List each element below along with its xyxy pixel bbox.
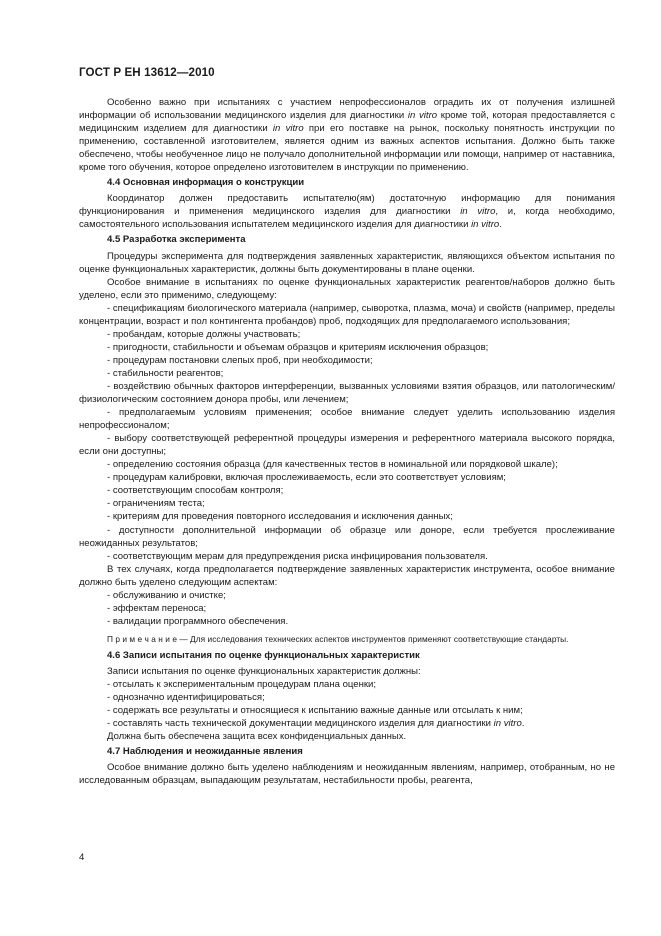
- standard-header: ГОСТ Р ЕН 13612—2010: [79, 66, 215, 79]
- paragraph: Записи испытания по оценке функциональных характеристик должны:: [107, 665, 421, 677]
- list-item: - эффектам переноса;: [107, 602, 207, 614]
- list-item: - определению состояния образца (для качественных тестов в номинальной или порядковой шкале);: [107, 459, 558, 471]
- list-item: - пробандам, которые должны участвовать;: [107, 328, 301, 340]
- list-item: - однозначно идентифицироваться;: [107, 692, 265, 704]
- paragraph: В тех случаях, когда предполагается подтверждение заявленных характеристик инструмента, особое внимание должно быть уделено следующим аспектам:: [79, 563, 615, 588]
- list-item: - валидации программного обеспечения.: [107, 615, 289, 627]
- paragraph: Координатор должен предоставить испытателю(ям) достаточную информацию для понимания функционирования и применения медицинского изделия для диагностики in vitro, и, когда необходимо, самостоятельного использования испытателем медицинского изделия для диагностики in vitro.: [79, 193, 615, 231]
- list-item: - доступности дополнительной информации об образце или доноре, если требуется прослеживание неожиданных результатов;: [79, 524, 615, 549]
- list-item: - предполагаемым условиям применения; особое внимание следует уделить использованию изделия непрофессионалом;: [79, 407, 615, 432]
- list-item: - составлять часть технической документации медицинского изделия для диагностики in vitro.: [107, 718, 525, 730]
- list-item: - соответствующим мерам для предупреждения риска инфицирования пользователя.: [107, 550, 488, 562]
- section-heading: 4.5 Разработка эксперимента: [107, 234, 246, 246]
- paragraph: Особенно важно при испытаниях с участием непрофессионалов оградить их от получения излишней информации об использовании медицинского изделия для диагностики in vitro кроме той, которая предоставляется с медицинским изделием для диагностики in vitro при его поставке на рынок, поскольку понятность инструкции по применению, составленной изготовителем, является одним из важных аспектов испытания. Должно быть также обеспечено, чтобы необученное лицо не получало дополнительной информации или помощи, например от наставника, кроме того обучения, которое определено изготовителем в инструкции по применению.: [79, 97, 615, 174]
- list-item: - обслуживанию и очистке;: [107, 589, 226, 601]
- list-item: - пригодности, стабильности и объемам образцов и критериям исключения образцов;: [107, 341, 489, 353]
- list-item: - процедурам калибровки, включая прослеживаемость, если это соответствует условиям;: [107, 472, 506, 484]
- paragraph: Особое внимание должно быть уделено наблюдениям и неожиданным явлениям, например, отобранным, но не исследованным образцам, выпадающим результатам, нестабильности пробы, реагента,: [79, 762, 615, 787]
- list-item: - выбору соответствующей референтной процедуры измерения и референтного материала высокого порядка, если они доступны;: [79, 433, 615, 458]
- list-item: - соответствующим способам контроля;: [107, 485, 284, 497]
- list-item: - отсылать к экспериментальным процедурам плана оценки;: [107, 678, 377, 690]
- list-item: - ограничениям теста;: [107, 498, 205, 510]
- section-heading: 4.6 Записи испытания по оценке функциональных характеристик: [107, 649, 420, 661]
- list-item: - воздействию обычных факторов интерференции, вызванных условиями взятия образцов, или патологическим/физиологическим состоянием донора пробы, или лечением;: [79, 380, 615, 406]
- list-item: - критериям для проведения повторного исследования и исключения данных;: [107, 511, 453, 523]
- paragraph: Процедуры эксперимента для подтверждения заявленных характеристик, являющихся объектом испытания по оценке функциональных характеристик, должны быть документированы в плане оценки.: [79, 250, 615, 275]
- note: П р и м е ч а н и е — Для исследования технических аспектов инструментов применяют соответствующие стандарты.: [107, 633, 569, 644]
- section-heading: 4.4 Основная информация о конструкции: [107, 177, 305, 189]
- list-item: - содержать все результаты и относящиеся к испытанию важные данные или отсылать к ним;: [107, 705, 523, 717]
- section-heading: 4.7 Наблюдения и неожиданные явления: [107, 746, 303, 758]
- list-item: - процедурам постановки слепых проб, при необходимости;: [107, 354, 373, 366]
- list-item: - спецификациям биологического материала (например, сыворотка, плазма, моча) и свойств (например, пределы концентрации, возраст и пол контингента пробандов) проб, подходящих для предполагаемого использования;: [79, 302, 615, 327]
- document-body: [79, 96, 615, 787]
- list-item: - стабильности реагентов;: [107, 367, 224, 379]
- page-number: 4: [79, 852, 85, 863]
- paragraph: Особое внимание в испытаниях по оценке функциональных характеристик реагентов/наборов должно быть уделено, если это применимо, следующему:: [79, 276, 615, 301]
- paragraph: Должна быть обеспечена защита всех конфиденциальных данных.: [107, 731, 407, 743]
